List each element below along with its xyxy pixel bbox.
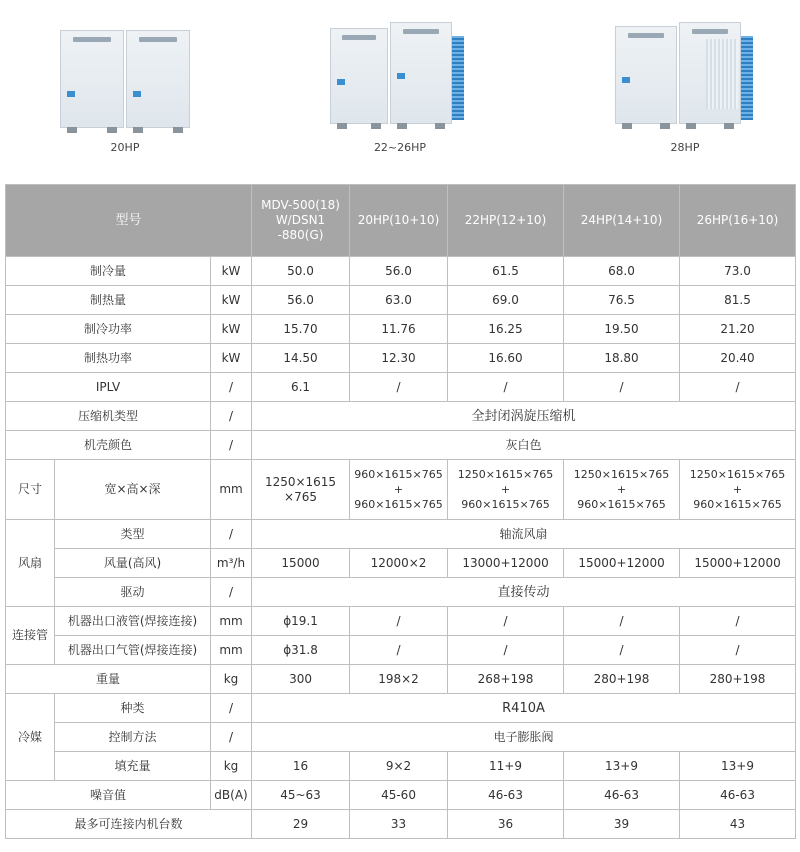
header-col: 26HP(16+10) <box>680 185 796 257</box>
table-cell: 15000+12000 <box>680 549 796 578</box>
row-label: 宽×高×深 <box>55 460 211 520</box>
table-cell: 50.0 <box>252 257 350 286</box>
table-cell: / <box>680 607 796 636</box>
table-cell: 45~63 <box>252 781 350 810</box>
table-cell: 11.76 <box>350 315 448 344</box>
table-cell: 1250×1615×765 + 960×1615×765 <box>564 460 680 520</box>
group-label: 冷媒 <box>6 694 55 781</box>
table-cell: / <box>448 636 564 665</box>
row-unit: mm <box>211 460 252 520</box>
table-cell: 20.40 <box>680 344 796 373</box>
table-row <box>6 781 796 810</box>
table-row <box>6 257 796 286</box>
row-label: 制冷量 <box>6 257 211 286</box>
header-col: 20HP(10+10) <box>350 185 448 257</box>
table-cell: 16.60 <box>448 344 564 373</box>
table-cell: 灰白色 <box>252 431 796 460</box>
row-unit: / <box>211 373 252 402</box>
table-cell: 18.80 <box>564 344 680 373</box>
table-cell: 76.5 <box>564 286 680 315</box>
table-cell: 12000×2 <box>350 549 448 578</box>
row-label: 制冷功率 <box>6 315 211 344</box>
row-label: 类型 <box>55 520 211 549</box>
table-row <box>6 460 796 520</box>
table-cell: 300 <box>252 665 350 694</box>
table-cell: 68.0 <box>564 257 680 286</box>
table-cell: 280+198 <box>564 665 680 694</box>
table-cell: 46-63 <box>448 781 564 810</box>
table-cell: / <box>564 373 680 402</box>
table-row <box>6 431 796 460</box>
table-cell: 轴流风扇 <box>252 520 796 549</box>
table-cell: / <box>564 607 680 636</box>
row-label: 制热量 <box>6 286 211 315</box>
table-cell: 16 <box>252 752 350 781</box>
table-cell: 198×2 <box>350 665 448 694</box>
product-caption: 28HP <box>670 141 700 154</box>
table-cell: 39 <box>564 810 680 839</box>
table-cell: 13000+12000 <box>448 549 564 578</box>
table-cell: / <box>448 607 564 636</box>
table-cell: 19.50 <box>564 315 680 344</box>
row-label: 控制方法 <box>55 723 211 752</box>
group-label: 尺寸 <box>6 460 55 520</box>
table-row <box>6 665 796 694</box>
table-row <box>6 578 796 607</box>
table-row <box>6 607 796 636</box>
table-row <box>6 315 796 344</box>
table-row <box>6 402 796 431</box>
outdoor-unit-image <box>330 22 470 127</box>
table-cell: 280+198 <box>680 665 796 694</box>
table-row <box>6 286 796 315</box>
table-cell: 13+9 <box>680 752 796 781</box>
table-cell: 1250×1615 ×765 <box>252 460 350 520</box>
table-cell: 14.50 <box>252 344 350 373</box>
row-unit: dB(A) <box>211 781 252 810</box>
product-20hp <box>55 30 195 155</box>
product-caption: 20HP <box>110 141 140 154</box>
table-cell: R410A <box>252 694 796 723</box>
row-unit: / <box>211 578 252 607</box>
row-label: 重量 <box>6 665 211 694</box>
table-cell: 1250×1615×765 + 960×1615×765 <box>680 460 796 520</box>
row-unit: kW <box>211 315 252 344</box>
table-cell: 全封闭涡旋压缩机 <box>252 402 796 431</box>
table-cell: 45-60 <box>350 781 448 810</box>
row-label: 机壳颜色 <box>6 431 211 460</box>
row-label: 机器出口气管(焊接连接) <box>55 636 211 665</box>
table-row <box>6 723 796 752</box>
row-label: 风量(高风) <box>55 549 211 578</box>
row-unit: / <box>211 520 252 549</box>
header-model: 型号 <box>6 185 252 257</box>
table-cell: 6.1 <box>252 373 350 402</box>
header-col: MDV-500(18) W/DSN1 -880(G) <box>252 185 350 257</box>
row-label: 制热功率 <box>6 344 211 373</box>
table-row <box>6 636 796 665</box>
table-cell: 46-63 <box>680 781 796 810</box>
table-cell: 33 <box>350 810 448 839</box>
row-unit: mm <box>211 607 252 636</box>
table-cell: 9×2 <box>350 752 448 781</box>
table-cell: ϕ19.1 <box>252 607 350 636</box>
table-row <box>6 344 796 373</box>
row-unit: / <box>211 431 252 460</box>
table-cell: 46-63 <box>564 781 680 810</box>
row-unit: kW <box>211 344 252 373</box>
table-cell: 29 <box>252 810 350 839</box>
row-label: 种类 <box>55 694 211 723</box>
table-cell: 43 <box>680 810 796 839</box>
table-cell: 1250×1615×765 + 960×1615×765 <box>448 460 564 520</box>
outdoor-unit-image <box>615 22 755 127</box>
row-unit: m³/h <box>211 549 252 578</box>
row-unit: kW <box>211 257 252 286</box>
table-cell: 16.25 <box>448 315 564 344</box>
table-cell: 56.0 <box>252 286 350 315</box>
table-cell: 63.0 <box>350 286 448 315</box>
table-cell: / <box>680 373 796 402</box>
table-cell: 电子膨胀阀 <box>252 723 796 752</box>
outdoor-unit-image <box>60 30 190 130</box>
spec-table <box>5 184 796 839</box>
table-cell: 15.70 <box>252 315 350 344</box>
row-unit: / <box>211 723 252 752</box>
table-cell: 直接传动 <box>252 578 796 607</box>
table-cell: 12.30 <box>350 344 448 373</box>
table-cell: 268+198 <box>448 665 564 694</box>
table-row <box>6 810 796 839</box>
table-cell: / <box>680 636 796 665</box>
table-cell: / <box>350 607 448 636</box>
product-caption: 22~26HP <box>373 141 427 154</box>
table-header-row <box>6 185 796 257</box>
table-cell: 36 <box>448 810 564 839</box>
table-cell: 61.5 <box>448 257 564 286</box>
table-cell: 13+9 <box>564 752 680 781</box>
row-unit: mm <box>211 636 252 665</box>
product-28hp <box>610 22 760 157</box>
row-label: 驱动 <box>55 578 211 607</box>
header-col: 22HP(12+10) <box>448 185 564 257</box>
table-cell: 56.0 <box>350 257 448 286</box>
table-cell: / <box>564 636 680 665</box>
table-cell: / <box>350 636 448 665</box>
table-cell: ϕ31.8 <box>252 636 350 665</box>
table-row <box>6 373 796 402</box>
row-label: 最多可连接内机台数 <box>6 810 252 839</box>
table-row <box>6 549 796 578</box>
table-row <box>6 752 796 781</box>
table-row <box>6 694 796 723</box>
row-unit: / <box>211 694 252 723</box>
table-cell: / <box>448 373 564 402</box>
row-unit: kW <box>211 286 252 315</box>
row-unit: / <box>211 402 252 431</box>
table-cell: 81.5 <box>680 286 796 315</box>
row-label: 噪音值 <box>6 781 211 810</box>
group-label: 连接管 <box>6 607 55 665</box>
table-cell: 960×1615×765 + 960×1615×765 <box>350 460 448 520</box>
row-label: 压缩机类型 <box>6 402 211 431</box>
table-row <box>6 520 796 549</box>
table-cell: 15000 <box>252 549 350 578</box>
row-unit: kg <box>211 752 252 781</box>
table-cell: 69.0 <box>448 286 564 315</box>
table-cell: 11+9 <box>448 752 564 781</box>
table-cell: 15000+12000 <box>564 549 680 578</box>
product-22-26hp <box>325 22 475 157</box>
row-unit: kg <box>211 665 252 694</box>
row-label: 填充量 <box>55 752 211 781</box>
table-cell: / <box>350 373 448 402</box>
row-label: 机器出口液管(焊接连接) <box>55 607 211 636</box>
table-cell: 21.20 <box>680 315 796 344</box>
header-col: 24HP(14+10) <box>564 185 680 257</box>
table-cell: 73.0 <box>680 257 796 286</box>
row-label: IPLV <box>6 373 211 402</box>
group-label: 风扇 <box>6 520 55 607</box>
